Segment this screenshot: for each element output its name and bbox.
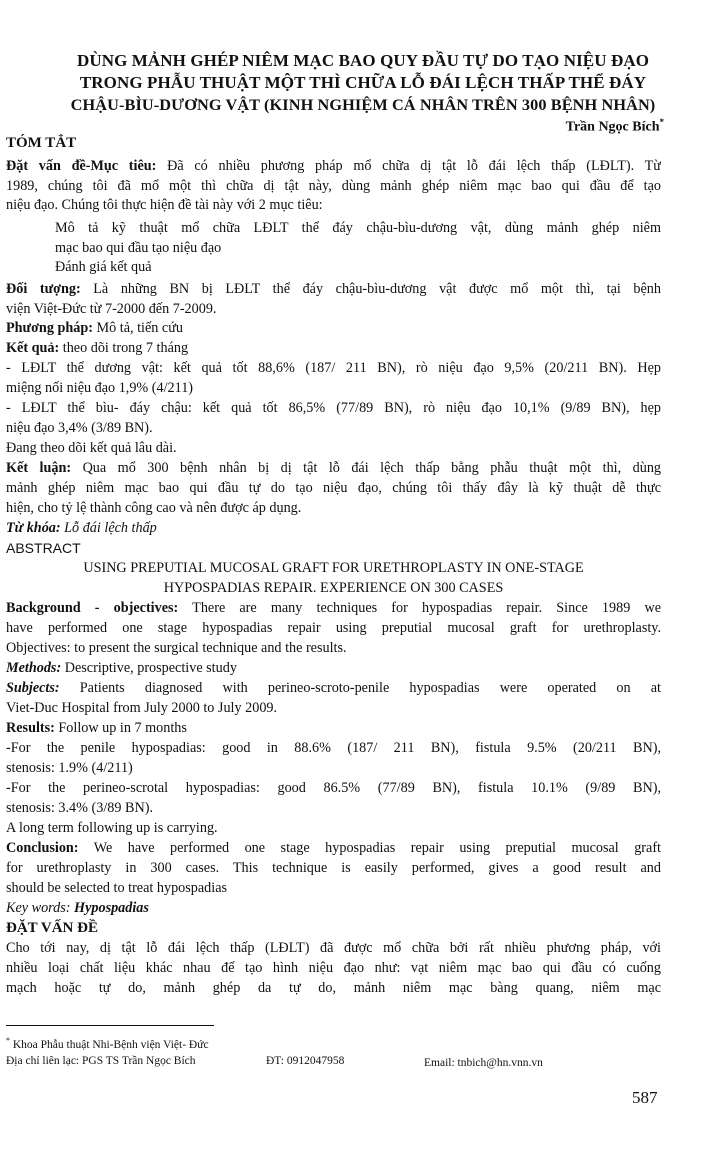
intro-line-3: mạch hoặc tự do, mảnh ghép da tự do, mảnh niêm mạc bàng quang, niêm mạc bbox=[6, 980, 661, 996]
vn-conclusion-line-3: hiện, cho tỷ lệ thành công cao và nên được áp dụng. bbox=[6, 500, 302, 516]
vn-results-scrotal-line-2: niệu đạo 3,4% (3/89 BN). bbox=[6, 420, 153, 436]
footnote-affiliation-mark: * bbox=[6, 1036, 10, 1045]
vn-subjects-line-2: viện Việt-Đức từ 7-2000 đến 7-2009. bbox=[6, 301, 217, 317]
footnote-phone: ĐT: 0912047958 bbox=[266, 1055, 345, 1067]
vn-methods-line bbox=[6, 319, 661, 337]
intro-line-1: Cho tới nay, dị tật lỗ đái lệch thấp (LĐLT) đã được mổ chữa bởi rất nhiều phương pháp, với bbox=[6, 940, 661, 956]
en-results-penile-line-2: stenosis: 1.9% (4/211) bbox=[6, 760, 133, 776]
vn-objective-1-line-1: Mô tả kỹ thuật mổ chữa LĐLT thể đáy chậu-bìu-dương vật, dùng mảnh ghép niêm bbox=[55, 220, 661, 236]
paper-title-line-3: CHẬU-BÌU-DƯƠNG VẬT (KINH NGHIỆM CÁ NHÂN TRÊN 300 BỆNH NHÂN) bbox=[70, 95, 656, 114]
en-subjects-text-1: Patients diagnosed with perineo-scroto-penile hypospadias were operated on at bbox=[79, 680, 661, 696]
en-subjects-label: Subjects: bbox=[6, 680, 60, 696]
vn-background-line-3: niệu đạo. Chúng tôi thực hiện đề tài này với 2 mục tiêu: bbox=[6, 197, 323, 213]
footnote-affiliation bbox=[6, 1034, 209, 1052]
intro-heading: ĐẶT VẤN ĐỀ bbox=[6, 920, 98, 936]
abstract-heading: ABSTRACT bbox=[6, 540, 81, 556]
vn-subjects-text-1: Là những BN bị LĐLT thể đáy chậu-bìu-dương vật được mổ một thì, tại bệnh bbox=[93, 281, 661, 297]
vn-methods-label: Phương pháp: bbox=[6, 320, 93, 336]
footnote-divider bbox=[6, 1025, 214, 1026]
paper-title-line-1: DÙNG MẢNH GHÉP NIÊM MẠC BAO QUY ĐẦU TỰ DO TẠO NIỆU ĐẠO bbox=[76, 51, 650, 70]
en-keywords-label: Key words: bbox=[6, 900, 71, 916]
abstract-title-line-1: USING PREPUTIAL MUCOSAL GRAFT FOR URETHROPLASTY IN ONE-STAGE bbox=[83, 560, 584, 576]
en-background-line-2: have performed one stage hypospadias repair using preputial mucosal graft for urethroplasty. bbox=[6, 620, 661, 636]
vn-subjects-line-1 bbox=[6, 280, 661, 298]
author-footnote-mark: * bbox=[659, 117, 664, 127]
footnote-email: Email: tnbich@hn.vnn.vn bbox=[424, 1057, 543, 1069]
vn-subjects-label: Đối tượng: bbox=[6, 281, 81, 297]
paper-title-line-2: TRONG PHẪU THUẬT MỘT THÌ CHỮA LỖ ĐÁI LỆCH THẤP THỂ ĐÁY bbox=[79, 73, 647, 92]
en-methods-label: Methods: bbox=[6, 660, 62, 676]
vn-conclusion-line-1 bbox=[6, 459, 661, 477]
en-subjects-line-1 bbox=[6, 679, 661, 697]
author-name bbox=[566, 117, 664, 136]
en-methods-text: Descriptive, prospective study bbox=[64, 660, 237, 676]
en-background-line-1 bbox=[6, 599, 661, 617]
footnote-contact: Địa chỉ liên lạc: PGS TS Trần Ngọc Bích bbox=[6, 1055, 196, 1067]
en-conclusion-line-2: for urethroplasty in 300 cases. This technique is easily performed, gives a good result and bbox=[6, 860, 661, 876]
vn-results-scrotal-line-1: - LĐLT thể bìu- đáy chậu: kết quả tốt 86,5% (77/89 BN), rò niệu đạo 10,1% (9/89 BN), hẹp bbox=[6, 400, 661, 416]
vn-results-text: theo dõi trong 7 tháng bbox=[62, 340, 189, 356]
en-results-label: Results: bbox=[6, 720, 55, 736]
vn-follow-up: Đang theo dõi kết quả lâu dài. bbox=[6, 440, 177, 456]
vn-background-line-1 bbox=[6, 157, 661, 175]
vn-background-text-1: Đã có nhiều phương pháp mổ chữa dị tật lỗ đái lệch thấp (LĐLT). Từ bbox=[167, 158, 661, 174]
en-background-line-3: Objectives: to present the surgical technique and the results. bbox=[6, 640, 347, 656]
vn-keywords-text: Lỗ đái lệch thấp bbox=[64, 520, 157, 536]
vn-conclusion-line-2: mảnh ghép niêm mạc bao qui đầu tự do tạo niệu đạo, chúng tôi thấy đây là kỹ thuật dễ thực bbox=[6, 480, 661, 496]
vn-summary-heading: TÓM TẮT bbox=[6, 135, 77, 151]
vn-results-line bbox=[6, 339, 661, 357]
en-conclusion-label: Conclusion: bbox=[6, 840, 79, 856]
vn-objective-2: Đánh giá kết quả bbox=[55, 259, 152, 275]
en-results-text: Follow up in 7 months bbox=[58, 720, 187, 736]
vn-keywords-label: Từ khóa: bbox=[6, 520, 61, 536]
en-follow-up: A long term following up is carrying. bbox=[6, 820, 218, 836]
vn-conclusion-label: Kết luận: bbox=[6, 460, 72, 476]
en-background-label: Background - objectives: bbox=[6, 600, 179, 616]
footnote-affiliation-text: Khoa Phẫu thuật Nhi-Bệnh viện Việt- Đức bbox=[12, 1038, 209, 1051]
vn-methods-text: Mô tả, tiến cứu bbox=[96, 320, 183, 336]
author-text: Trần Ngọc Bích bbox=[565, 119, 660, 135]
vn-keywords-line bbox=[6, 519, 661, 537]
vn-results-penile-line-2: miệng nối niệu đạo 1,9% (4/211) bbox=[6, 380, 194, 396]
abstract-title-line-2: HYPOSPADIAS REPAIR. EXPERIENCE ON 300 CASES bbox=[163, 580, 504, 596]
en-methods-line bbox=[6, 659, 661, 677]
en-keywords-text: Hypospadias bbox=[74, 900, 149, 916]
en-results-scrotal-line-2: stenosis: 3.4% (3/89 BN). bbox=[6, 800, 153, 816]
en-background-text-1: There are many techniques for hypospadias repair. Since 1989 we bbox=[192, 600, 661, 616]
intro-line-2: nhiều loại chất liệu khác nhau để tạo hình niệu đạo như: vạt niêm mạc bao qui đầu có cuống bbox=[6, 960, 661, 976]
en-results-scrotal-line-1: -For the perineo-scrotal hypospadias: good 86.5% (77/89 BN), fistula 10.1% (9/89 BN), bbox=[6, 780, 661, 796]
vn-conclusion-text-1: Qua mổ 300 bệnh nhân bị dị tật lỗ đái lệch thấp bằng phẫu thuật một thì, dùng bbox=[82, 460, 661, 476]
vn-results-penile-line-1: - LĐLT thể dương vật: kết quả tốt 88,6% (187/ 211 BN), rò niệu đạo 9,5% (20/211 BN). Hẹp bbox=[6, 360, 661, 376]
en-conclusion-line-1 bbox=[6, 839, 661, 857]
vn-results-label: Kết quả: bbox=[6, 340, 60, 356]
en-results-penile-line-1: -For the penile hypospadias: good in 88.6% (187/ 211 BN), fistula 9.5% (20/211 BN), bbox=[6, 740, 661, 756]
page-number: 587 bbox=[632, 1088, 658, 1107]
en-keywords-line bbox=[6, 899, 661, 917]
en-conclusion-line-3: should be selected to treat hypospadias bbox=[6, 880, 228, 896]
en-results-line bbox=[6, 719, 661, 737]
vn-background-label: Đặt vấn đề-Mục tiêu: bbox=[6, 158, 157, 174]
vn-objective-1-line-2: mạc bao qui đầu tạo niệu đạo bbox=[55, 240, 222, 256]
en-conclusion-text-1: We have performed one stage hypospadias repair using preputial mucosal graft bbox=[93, 840, 661, 856]
vn-background-line-2: 1989, chúng tôi đã mổ một thì chữa dị tật này, dùng mảnh ghép niêm mạc bao qui đầu để tạo bbox=[6, 178, 661, 194]
en-subjects-line-2: Viet-Duc Hospital from July 2000 to July 2009. bbox=[6, 700, 278, 716]
